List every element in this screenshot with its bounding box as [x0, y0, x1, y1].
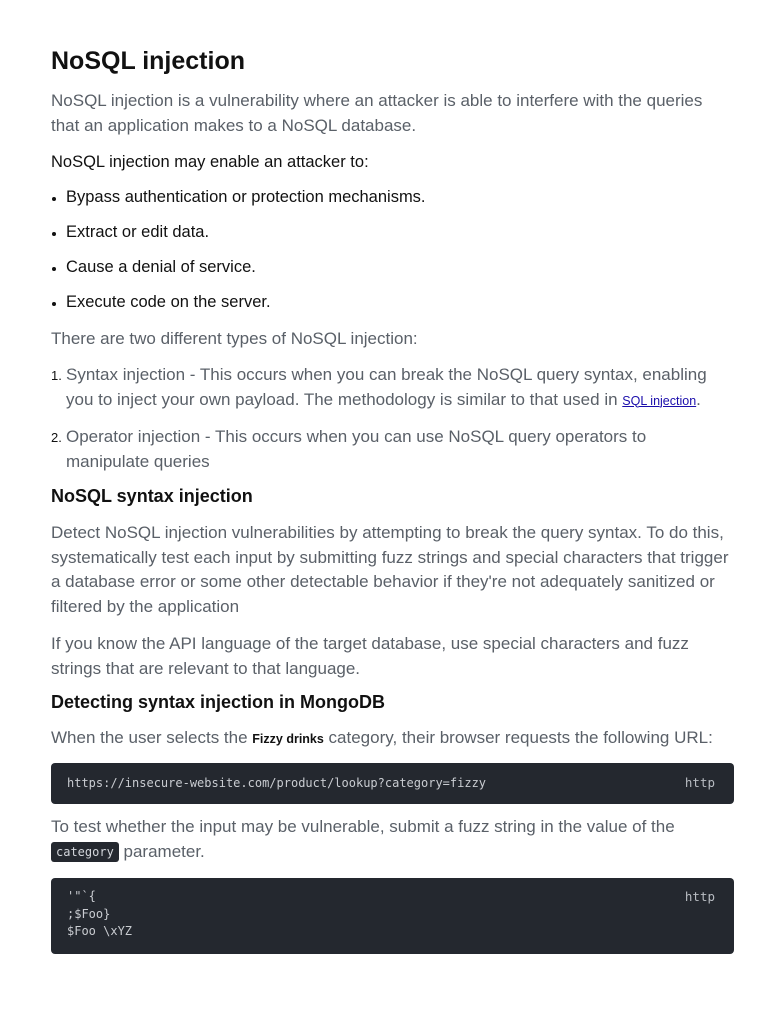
- mongo-p2-text: To test whether the input may be vulnerable, submit a fuzz string in the value of the: [51, 817, 675, 836]
- code-url: https://insecure-website.com/product/lookup?category=fizzy: [67, 776, 487, 790]
- mongo-paragraph-2: [51, 815, 734, 864]
- mongo-paragraph-1: [51, 726, 734, 752]
- page-title: NoSQL injection: [51, 47, 245, 75]
- syntax-paragraph-2: If you know the API language of the target database, use special characters and fuzz strings that are relevant to that language.: [51, 634, 689, 678]
- list-number: 2.: [51, 430, 62, 445]
- enable-lead: NoSQL injection may enable an attacker to:: [51, 153, 369, 171]
- types-lead: There are two different types of NoSQL injection:: [51, 329, 418, 348]
- list-item: Extract or edit data.: [51, 220, 209, 244]
- list-item: [51, 425, 734, 474]
- list-item: Execute code on the server.: [51, 290, 271, 314]
- mongo-p2-text-after: parameter.: [118, 841, 205, 861]
- sql-injection-link[interactable]: SQL injection: [622, 393, 697, 408]
- type-operator-text: Operator injection - This occurs when you can use NoSQL query operators to manipulate queries: [66, 427, 647, 471]
- list-item: Bypass authentication or protection mechanisms.: [51, 185, 426, 209]
- intro-paragraph: NoSQL injection is a vulnerability where an attacker is able to interfere with the queries that an application makes to a NoSQL database.: [51, 91, 703, 135]
- inline-code-category: category: [51, 842, 119, 862]
- section-heading-syntax: NoSQL syntax injection: [51, 486, 253, 506]
- mongo-p1-text: When the user selects the: [51, 728, 253, 747]
- code-line: $Foo \xYZ: [67, 924, 133, 938]
- code-line: ;$Foo}: [67, 906, 111, 921]
- code-language-label: http: [684, 775, 715, 790]
- section-heading-mongodb: Detecting syntax injection in MongoDB: [51, 692, 386, 712]
- category-name: Fizzy drinks: [252, 732, 324, 746]
- mongo-p1-text-after: category, their browser requests the following URL:: [323, 728, 713, 747]
- syntax-paragraph-1: Detect NoSQL injection vulnerabilities by attempting to break the query syntax. To do this, systematically test each input by submitting fuzz strings and special characters that trigger a database error or some other detectable behavior if they're not adequately sanitized or filtered by the application: [51, 523, 729, 616]
- list-number: 1.: [51, 368, 62, 383]
- type-syntax-suffix: .: [696, 389, 701, 409]
- list-item: Cause a denial of service.: [51, 255, 256, 279]
- code-line: '"`{: [67, 889, 96, 903]
- code-block-fuzz: [51, 878, 734, 954]
- code-block-url: [51, 763, 734, 804]
- type-syntax-text: Syntax injection - This occurs when you can break the NoSQL query syntax, enabling you to inject your own payload. The methodology is similar to that used in: [66, 365, 707, 409]
- list-item: [51, 363, 734, 413]
- code-language-label: http: [684, 889, 715, 904]
